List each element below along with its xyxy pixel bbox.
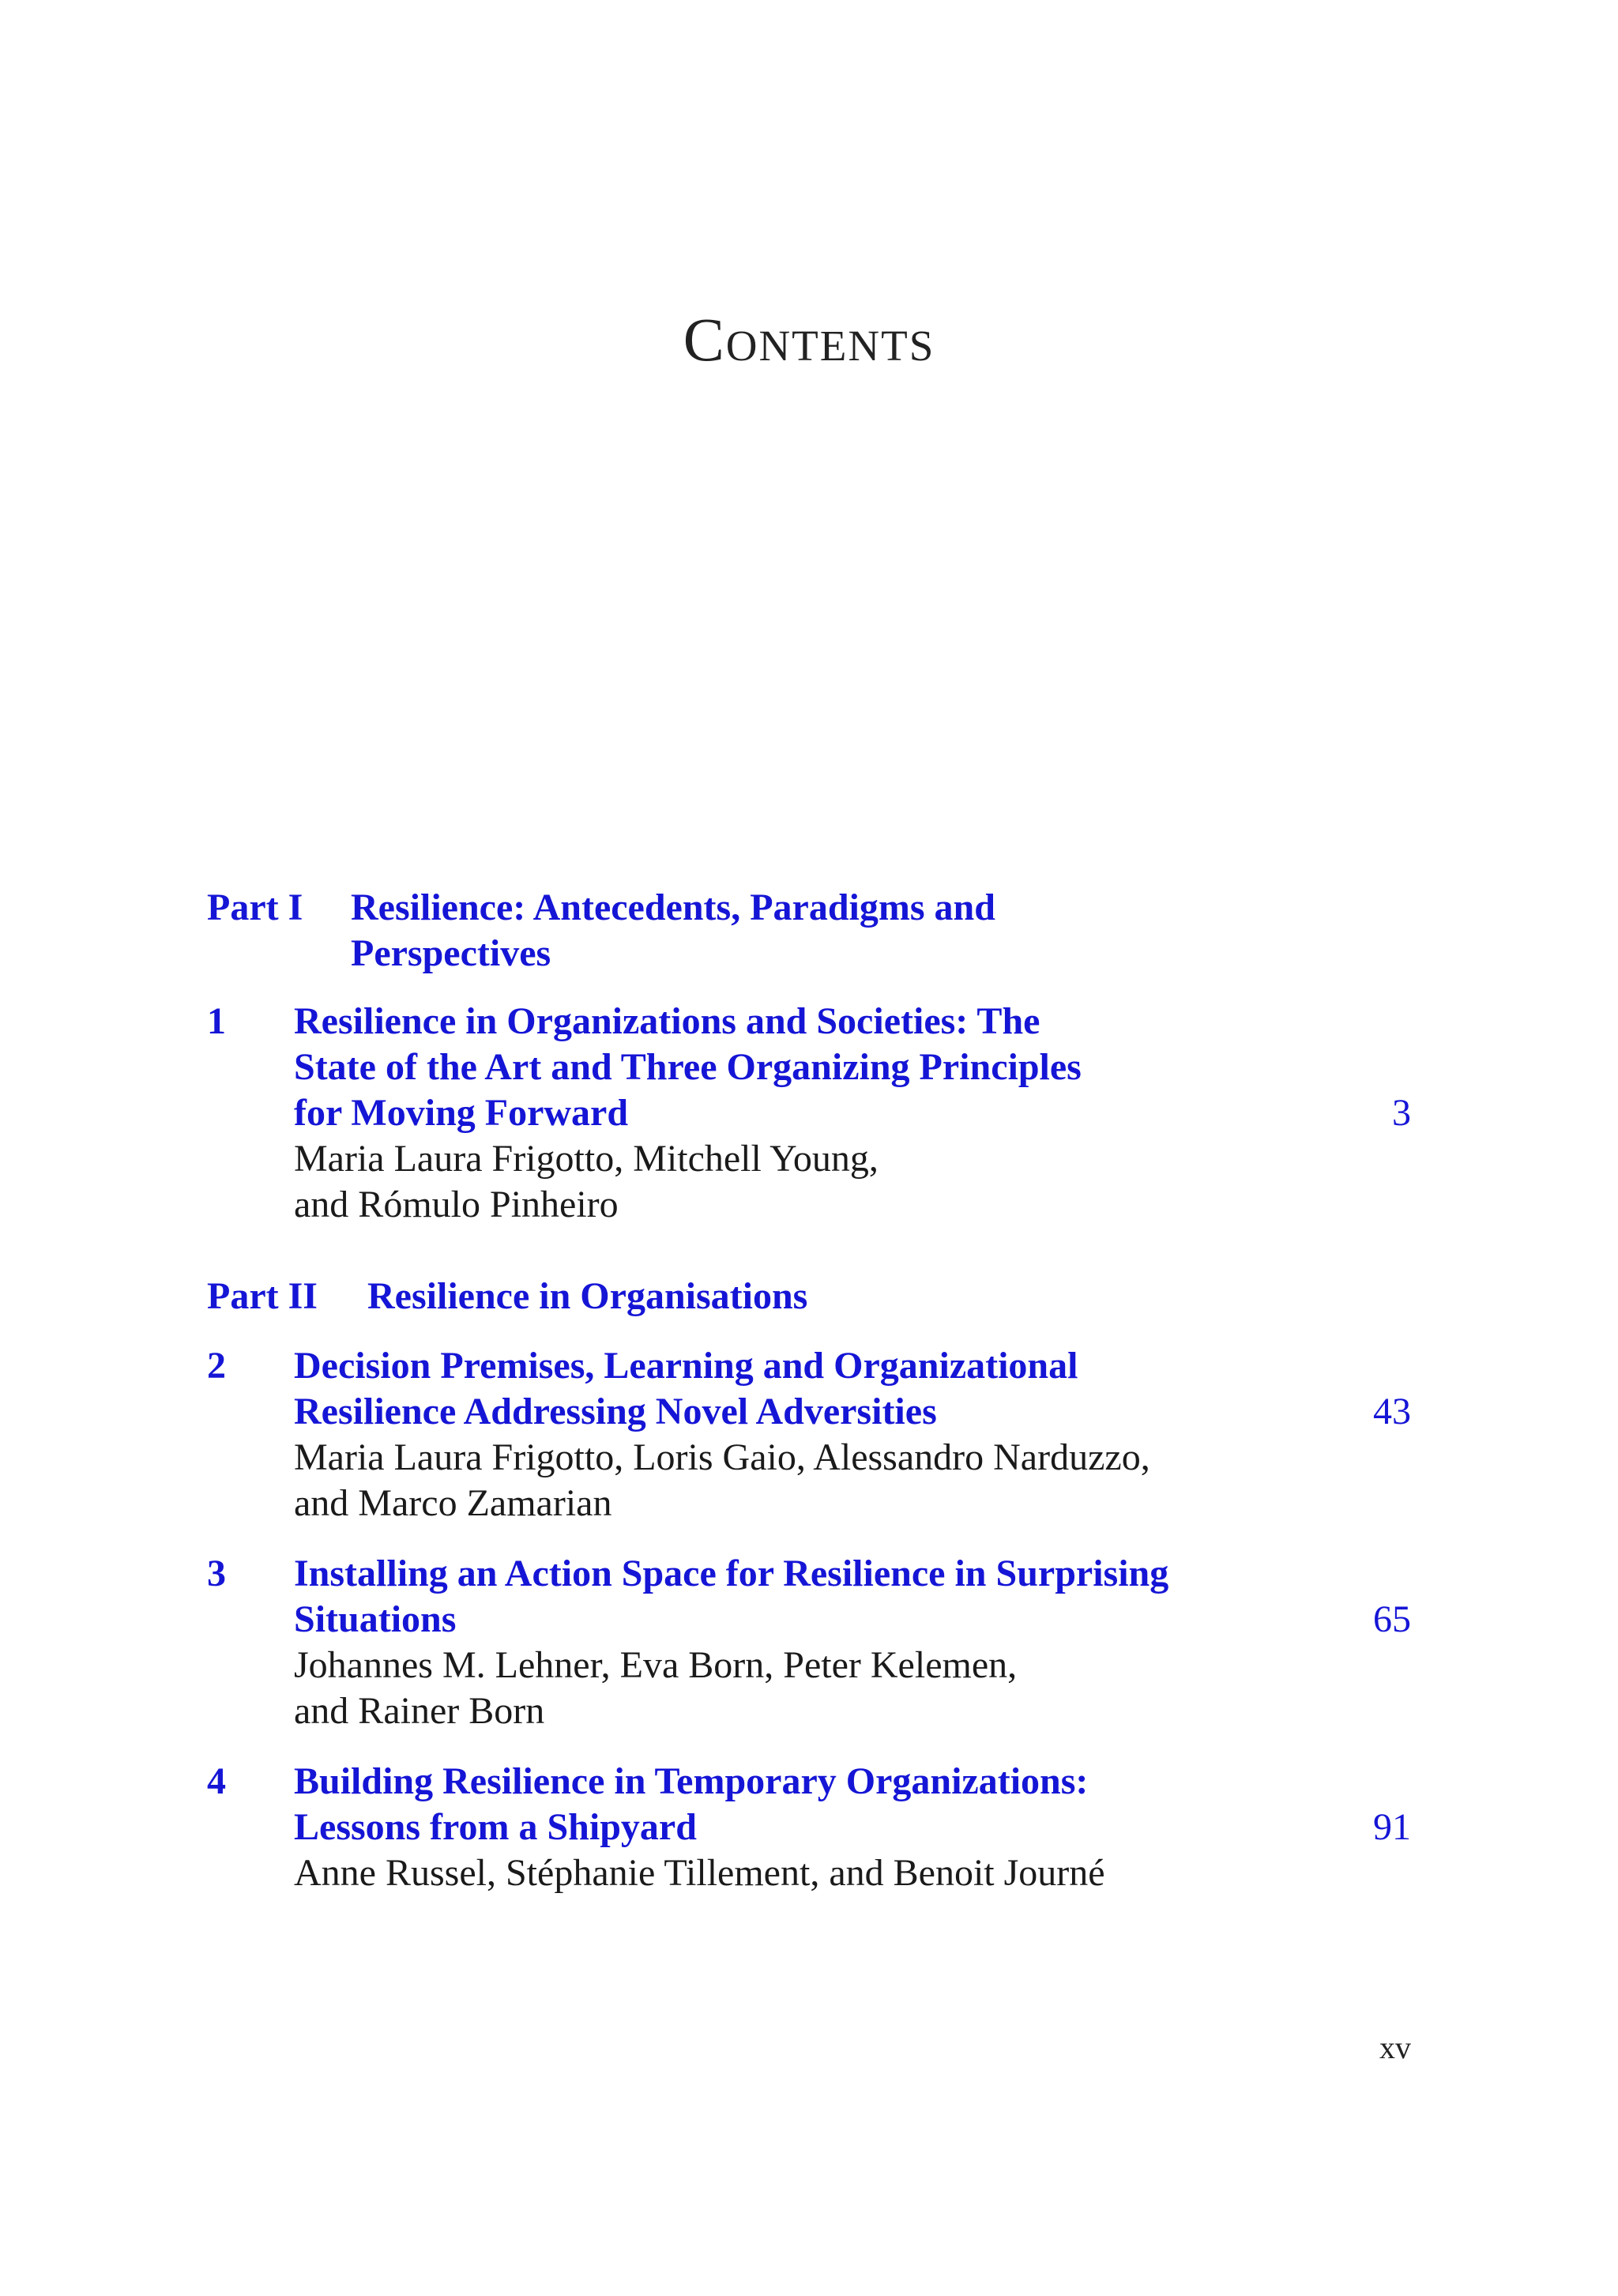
part-heading[interactable] (0, 885, 1618, 977)
toc-entry[interactable] (0, 1759, 1618, 1901)
chapter-title-line[interactable]: State of the Art and Three Organizing Principles (294, 1046, 1082, 1088)
chapter-title-line[interactable]: Decision Premises, Learning and Organizational (294, 1345, 1078, 1387)
page-folio: xv (1379, 2030, 1411, 2065)
page-title: Contents (683, 305, 935, 374)
chapter-page-number[interactable]: 65 (1373, 1598, 1411, 1640)
chapter-title-line[interactable]: for Moving Forward (294, 1092, 629, 1134)
part-label[interactable]: Part II (207, 1275, 318, 1317)
part-title-line[interactable]: Resilience: Antecedents, Paradigms and (351, 886, 995, 928)
chapter-page-number[interactable]: 91 (1373, 1806, 1411, 1848)
chapter-title-line[interactable]: Building Resilience in Temporary Organizations: (294, 1760, 1089, 1802)
chapter-page-number[interactable]: 43 (1373, 1391, 1411, 1432)
toc-entry[interactable] (0, 1343, 1618, 1533)
chapter-authors-line: Maria Laura Frigotto, Loris Gaio, Alessandro Narduzzo, (294, 1436, 1150, 1478)
chapter-number[interactable]: 1 (207, 1000, 226, 1042)
chapter-authors-line: Maria Laura Frigotto, Mitchell Young, (294, 1138, 879, 1180)
part-label[interactable]: Part I (207, 886, 303, 928)
chapter-title-line[interactable]: Installing an Action Space for Resilience in Surprising (294, 1553, 1169, 1594)
part-heading[interactable] (0, 1274, 1618, 1319)
part-title-line[interactable]: Perspectives (351, 932, 551, 974)
part-title-line[interactable]: Resilience in Organisations (367, 1275, 808, 1317)
chapter-number[interactable]: 3 (207, 1553, 226, 1594)
chapter-number[interactable]: 4 (207, 1760, 226, 1802)
chapter-authors-line: and Marco Zamarian (294, 1482, 612, 1524)
chapter-authors-line: Anne Russel, Stéphanie Tillement, and Benoit Journé (294, 1852, 1105, 1894)
chapter-number[interactable]: 2 (207, 1345, 226, 1387)
chapter-authors-line: Johannes M. Lehner, Eva Born, Peter Kelemen, (294, 1644, 1018, 1686)
chapter-title-line[interactable]: Lessons from a Shipyard (294, 1806, 697, 1848)
chapter-page-number[interactable]: 3 (1392, 1092, 1411, 1134)
chapter-title-line[interactable]: Resilience Addressing Novel Adversities (294, 1391, 937, 1432)
chapter-title-line[interactable]: Resilience in Organizations and Societies: The (294, 1000, 1040, 1042)
chapter-authors-line: and Rómulo Pinheiro (294, 1184, 619, 1225)
chapter-title-line[interactable]: Situations (294, 1598, 457, 1640)
toc-entry[interactable] (0, 999, 1618, 1236)
toc-entry[interactable] (0, 1551, 1618, 1741)
chapter-authors-line: and Rainer Born (294, 1690, 545, 1732)
